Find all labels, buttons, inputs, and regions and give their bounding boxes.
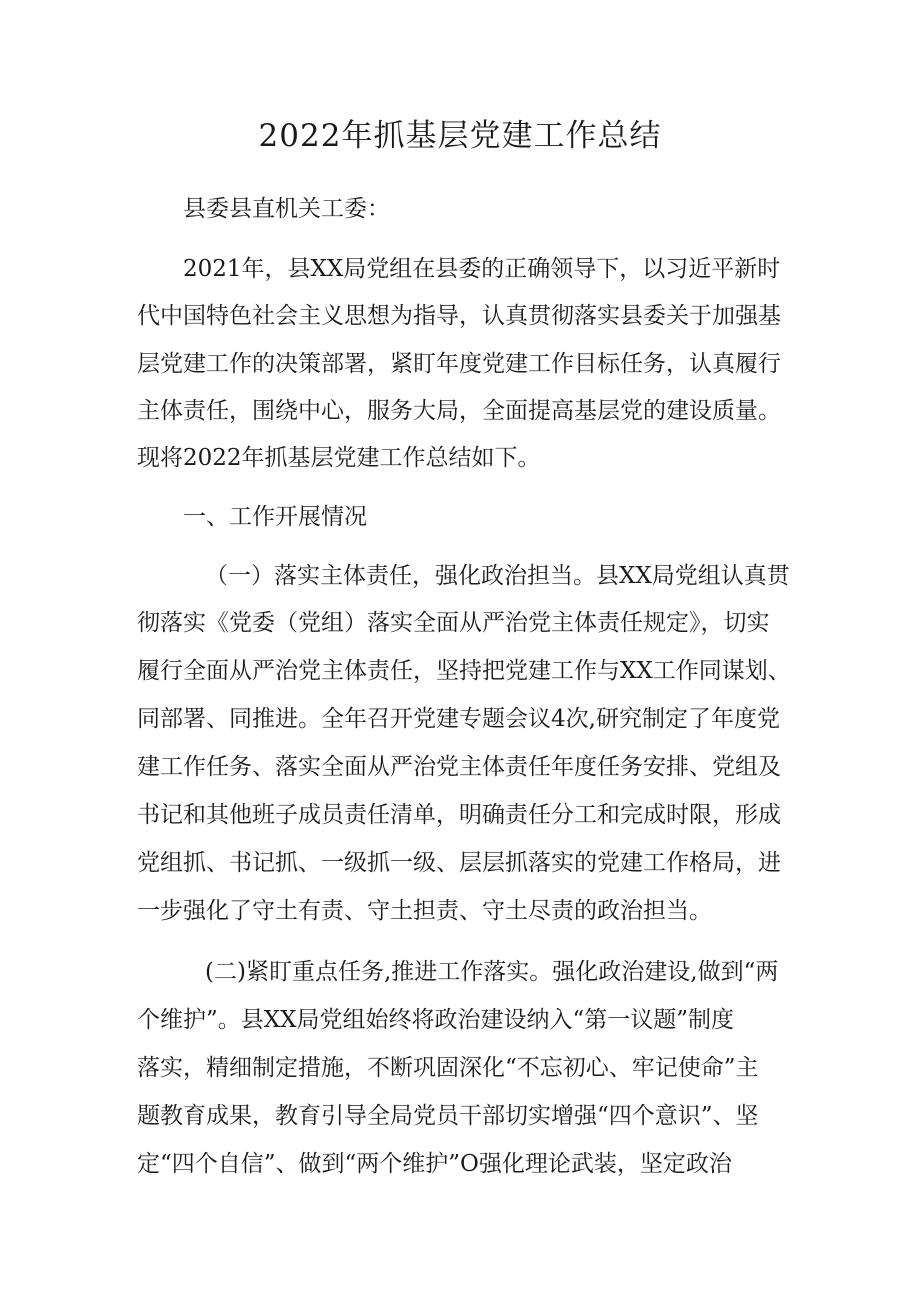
document-title: 2022年抓基层党建工作总结	[258, 118, 662, 154]
paragraph-line: 同部署、同推进。全年召开党建专题会议4次,研究制定了年度党	[137, 706, 780, 732]
salutation: 县委县直机关工委：	[183, 196, 390, 222]
paragraph-line: 代中国特色社会主义思想为指导，认真贯彻落实县委关于加强基	[137, 303, 781, 329]
paragraph-line: （一）落实主体责任，强化政治担当。县XX局党组认真贯	[205, 563, 790, 589]
section-heading: 一、工作开展情况	[183, 504, 367, 530]
paragraph-line: 个维护”。县XX局党组始终将政治建设纳入“第一议题”制度	[137, 1007, 735, 1033]
paragraph-line: 党组抓、书记抓、一级抓一级、层层抓落实的党建工作格局，进	[137, 850, 781, 876]
paragraph-line: 题教育成果，教育引导全局党员干部切实增强“四个意识”、坚	[137, 1103, 759, 1129]
paragraph-line: 一步强化了守土有责、守土担责、守土尽责的政治担当。	[137, 898, 712, 924]
paragraph-line: 履行全面从严治党主体责任，坚持把党建工作与XX工作同谋划、	[137, 658, 791, 684]
paragraph-line: 主体责任，围绕中心，服务大局，全面提高基层党的建设质量。	[137, 398, 781, 424]
paragraph-line: 彻落实《党委（党组）落实全面从严治党主体责任规定》，切实	[137, 610, 770, 636]
paragraph-line: 定“四个自信”、做到“两个维护”O强化理论武装，坚定政治	[137, 1151, 732, 1177]
paragraph-line: 层党建工作的决策部署，紧盯年度党建工作目标任务，认真履行	[137, 351, 781, 377]
paragraph-line: (二)紧盯重点任务,推进工作落实。强化政治建设,做到“两	[205, 959, 779, 985]
paragraph-line: 建工作任务、落实全面从严治党主体责任年度任务安排、党组及	[137, 754, 781, 780]
paragraph-line: 落实，精细制定措施，不断巩固深化“不忘初心、牢记使命”主	[137, 1055, 759, 1081]
paragraph-line: 2021年，县XX局党组在县委的正确领导下，以习近平新时	[183, 256, 781, 282]
paragraph-line: 书记和其他班子成员责任清单，明确责任分工和完成时限，形成	[137, 802, 781, 828]
paragraph-line: 现将2022年抓基层党建工作总结如下。	[137, 445, 541, 471]
